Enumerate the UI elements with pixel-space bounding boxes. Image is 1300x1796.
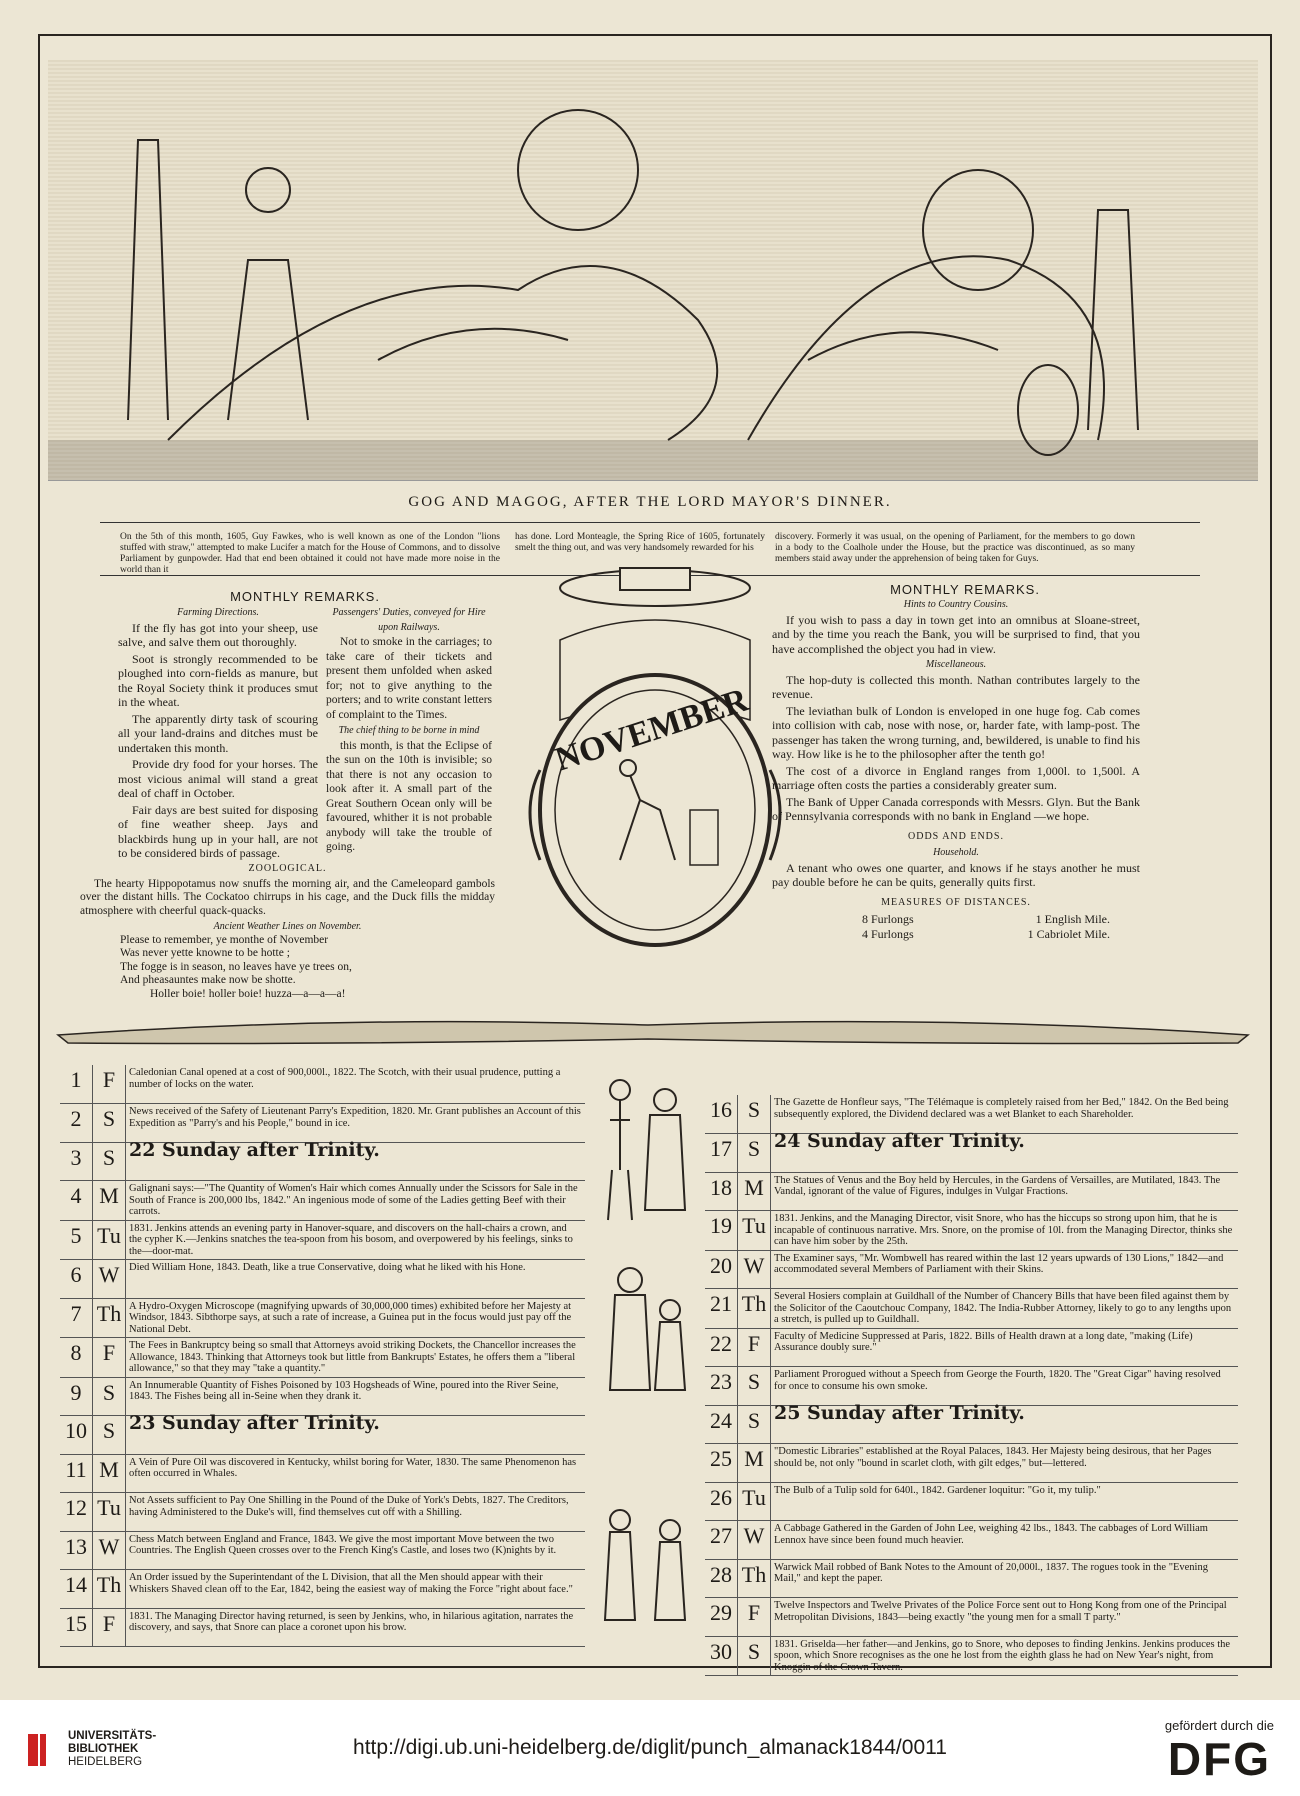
calendar-entry: Died William Hone, 1843. Death, like a true Conservative, doing what he liked with his Hone. [126, 1260, 586, 1299]
calendar-day: 14 [60, 1570, 93, 1609]
calendar-row [705, 1521, 1238, 1560]
measure-left: 8 Furlongs [862, 912, 914, 926]
calendar-row [60, 1142, 585, 1181]
calendar-entry: An Innumerable Quantity of Fishes Poisoned by 103 Hogsheads of Wine, poured into the River Seine, 1843. The Fishes being all in-Seine when they drank it. [126, 1377, 586, 1416]
calendar-entry: 23 Sunday after Trinity. [126, 1416, 586, 1455]
calendar-row [60, 1454, 585, 1493]
calendar-weekday: S [93, 1104, 126, 1143]
calendar-day: 20 [705, 1250, 738, 1289]
calendar-entry: 24 Sunday after Trinity. [771, 1134, 1239, 1173]
calendar-weekday: Th [93, 1570, 126, 1609]
misc-para: The leviathan bulk of London is enveloped in one huge fog. Cab comes into collision with cab, nose with nose, or, harder fate, with lamp-post. The passenger has taken the wrong turning, and, bewildered, is unable to find his way. How like is he to the philosopher after the tenth go! [772, 703, 1140, 761]
calendar-weekday: W [93, 1531, 126, 1570]
calendar-row [60, 1104, 585, 1143]
calendar-weekday: Th [93, 1298, 126, 1338]
misc-para: The cost of a divorce in England ranges from 1,000l. to 1,500l. A marriage often costs the parties a considerably greater sum. [772, 763, 1140, 792]
calendar-weekday: F [93, 1065, 126, 1104]
misc-para: The Bank of Upper Canada corresponds with Messrs. Glyn. But the Bank of Pennsylvania corresponds with no bank in England —we hope. [772, 794, 1140, 823]
calendar-row [60, 1220, 585, 1260]
calendar-day: 13 [60, 1531, 93, 1570]
calendar-weekday: M [93, 1454, 126, 1493]
misc-title: Miscellaneous. [925, 659, 987, 670]
calendar-weekday: S [93, 1142, 126, 1181]
weather-verse [80, 934, 495, 1002]
calendar-row [705, 1444, 1238, 1483]
calendar-entry: Faculty of Medicine Suppressed at Paris, 1822. Bills of Health drawn at a long date, "making (Life) Assurance doubly sure." [771, 1328, 1239, 1367]
calendar-row [705, 1405, 1238, 1444]
calendar-entry: Not Assets sufficient to Pay One Shilling in the Pound of the Duke of York's Debts, 1827. The Creditors, having Administered to the Duke's will, find themselves cut off with a Shilling. [126, 1493, 586, 1532]
calendar-row [705, 1172, 1238, 1211]
hints-text: If you wish to pass a day in town get into an omnibus at Sloane-street, and by the time you reach the Bank, you will be surprised to find, that you have accomplished the object you had in view. [772, 612, 1140, 656]
calendar-weekday: S [738, 1636, 771, 1676]
calendar-weekday: F [93, 1608, 126, 1647]
calendar-day: 24 [705, 1405, 738, 1444]
calendar-row [60, 1570, 585, 1609]
calendar-row [705, 1134, 1238, 1173]
verse-line: The fogge is in season, no leaves have ye trees on, [120, 960, 352, 973]
zoo-text: The hearty Hippopotamus now snuffs the morning air, and the Cameleopard gambols over the distant hills. The Cockatoo chirrups in his cage, and the Duck fills the midday atmosphere with cheerful quack-quacks. [80, 877, 495, 917]
calendar-day: 12 [60, 1493, 93, 1532]
calendar-row [60, 1493, 585, 1532]
calendar-day: 26 [705, 1482, 738, 1521]
calendar-day: 18 [705, 1172, 738, 1211]
measure-left: 4 Furlongs [862, 926, 914, 941]
calendar-row [60, 1338, 585, 1378]
calendar-row [60, 1260, 585, 1299]
misc-para: The hop-duty is collected this month. Nathan contributes largely to the revenue. [772, 672, 1140, 701]
calendar-row [60, 1608, 585, 1647]
calendar-row [705, 1289, 1238, 1329]
calendar-weekday: Th [738, 1289, 771, 1329]
measure-right: 1 Cabriolet Mile. [1027, 926, 1110, 941]
month-label: NOVEMBER [550, 681, 753, 779]
measure-row [862, 912, 1110, 927]
calendar-day: 7 [60, 1298, 93, 1338]
calendar-weekday: S [738, 1095, 771, 1134]
right-remarks-heading: MONTHLY REMARKS. [890, 582, 1040, 597]
calendar-entry: An Order issued by the Superintendant of the L Division, that all the Men should appear with their Whiskers Shaved clean off to the Ear, 1842, being the easiest way of making the Force "right about face." [126, 1570, 586, 1609]
calendar-weekday: Th [738, 1559, 771, 1598]
calendar-entry: 1831. Jenkins attends an evening party in Hanover-square, and discovers on the hall-chairs a crown, and the cypher K.—Jenkins snatches the tea-spoon from his bosom, and overpowered by his feelings, sinks to the—door-mat. [126, 1220, 586, 1260]
calendar-entry: News received of the Safety of Lieutenant Parry's Expedition, 1820. Mr. Grant publishes an Account of this Expedition as "Parry's and his People," bound in ice. [126, 1104, 586, 1143]
calendar-day: 29 [705, 1598, 738, 1637]
calendar-day: 16 [705, 1095, 738, 1134]
calendar-day: 9 [60, 1377, 93, 1416]
calendar-entry: 22 Sunday after Trinity. [126, 1142, 586, 1181]
calendar-weekday: Tu [93, 1493, 126, 1532]
calendar-day: 28 [705, 1559, 738, 1598]
farming-para: Fair days are best suited for disposing of fine weather sheep. Jays and blackbirds hung up in your hall, are not to be considered birds of passage. [118, 802, 318, 860]
calendar-entry: The Fees in Bankruptcy being so small that Attorneys avoid striking Dockets, the Chancellor increases the Allowance, 1843. Thinking that Attorneys took but little from Bankrupts' Estates, he offers them a "liberal allowance," so that they may "take a quantity." [126, 1338, 586, 1378]
calendar-row [60, 1531, 585, 1570]
calendar-row [705, 1482, 1238, 1521]
calendar-entry: 25 Sunday after Trinity. [771, 1405, 1239, 1444]
calendar-entry: The Examiner says, "Mr. Wombwell has reared within the last 12 years upwards of 130 Lions," 1842—and accommodated several Members of Parliament with their Skins. [771, 1250, 1239, 1289]
viewer-footer [0, 1700, 1300, 1796]
calendar-left [60, 1065, 585, 1647]
calendar-entry: "Domestic Libraries" established at the Royal Palaces, 1843. Her Majesty being desirous, that her Pages should be, not only "bound in scarlet cloth, with gilt edges," but—lettered. [771, 1444, 1239, 1483]
calendar-day: 6 [60, 1260, 93, 1299]
calendar-day: 30 [705, 1636, 738, 1676]
calendar-day: 25 [705, 1444, 738, 1483]
calendar-weekday: F [93, 1338, 126, 1378]
dfg-wordmark: DFG [1167, 1733, 1271, 1785]
calendar-entry: The Statues of Venus and the Boy held by Hercules, in the Gardens of Versailles, are Mutilated, 1843. The Vandal, ignorant of the value of Figures, indulges in Vulgar Fractions. [771, 1172, 1239, 1211]
calendar-weekday: M [738, 1444, 771, 1483]
verse-line: Was never yette knowne to be hotte ; [120, 947, 290, 959]
calendar-entry: Warwick Mail robbed of Bank Notes to the Amount of 20,000l., 1837. The rogues took in the "Evening Mail," and kept the paper. [771, 1559, 1239, 1598]
library-line-1: UNIVERSITÄTS- [68, 1730, 157, 1742]
calendar-entry: Caledonian Canal opened at a cost of 900,000l., 1822. The Scotch, with their usual prudence, putting a number of locks on the water. [126, 1065, 586, 1104]
ancient-title: Ancient Weather Lines on November. [213, 921, 362, 932]
divider [100, 522, 1200, 523]
calendar-entry: 1831. Jenkins, and the Managing Director, visit Snore, who has the hiccups so strong upon him, that he is incapable of continuous narrative. Mrs. Snore, on the promise of 10l. from the Managing Director, thinks she can have him sober by the 25th. [771, 1211, 1239, 1251]
left-remarks-heading: MONTHLY REMARKS. [230, 589, 380, 604]
calendar-day: 3 [60, 1142, 93, 1181]
calendar-row [60, 1377, 585, 1416]
farming-column [118, 606, 318, 863]
calendar-entry: 1831. The Managing Director having returned, is seen by Jenkins, who, in hilarious agitation, narrates the discovery, and says, that Snore can place a coronet upon his brow. [126, 1608, 586, 1647]
calendar-weekday: Tu [738, 1211, 771, 1251]
chief-text: this month, is that the Eclipse of the sun on the 10th is invisible; so that there is not any occasion to look after it. A small part of the Great Southern Ocean only will be favoured, whither it is not probable anybody will take the trouble of going. [326, 739, 492, 853]
measures-list [772, 912, 1140, 941]
calendar-row [705, 1211, 1238, 1251]
calendar-row [60, 1065, 585, 1104]
calendar-day: 23 [705, 1367, 738, 1406]
passengers-text: Not to smoke in the carriages; to take care of their tickets and present them unfolded when asked for; not to give anything to the porters; and to write constant letters of complaint to the Times. [326, 636, 492, 721]
calendar-row [705, 1095, 1238, 1134]
dfg-logo[interactable] [1165, 1718, 1274, 1785]
calendar-entry: A Cabbage Gathered in the Garden of John Lee, weighing 42 lbs., 1843. The cabbages of Lord William Lennox have since been found much heavier. [771, 1521, 1239, 1560]
calendar-entry: Galignani says:—"The Quantity of Women's Hair which comes Annually under the Scissors for Sale in the South of France is 200,000 lbs, 1842." An ingenious mode of some of the Ladies getting Beef with their carrots. [126, 1181, 586, 1221]
calendar-weekday: S [738, 1367, 771, 1406]
calendar-day: 21 [705, 1289, 738, 1329]
calendar-weekday: Tu [738, 1482, 771, 1521]
calendar-entry: Several Hosiers complain at Guildhall of the Number of Chancery Bills that have been filed against them by the Solicitor of the Caoutchouc Company, 1842. The India-Rubber Attorney, likely to go to any lengths upon a stretch, is pulled up to Guildhall. [771, 1289, 1239, 1329]
intro-col-1: On the 5th of this month, 1605, Guy Fawkes, who is well known as one of the London "lions stuffed with straw," attempted to make Lucifer a match for the House of Commons, and to dissolve Parliament by gunpowder. Had that end been obtained it could not have made more noise in the world than it [120, 532, 500, 575]
calendar-weekday: F [738, 1598, 771, 1637]
calendar-weekday: W [738, 1521, 771, 1560]
verse-line: Please to remember, ye monthe of November [120, 933, 329, 946]
calendar-row [705, 1598, 1238, 1637]
figure-body [58, 1022, 1248, 1044]
calendar-day: 22 [705, 1328, 738, 1367]
calendar-row [705, 1250, 1238, 1289]
calendar-day: 11 [60, 1454, 93, 1493]
farming-para: If the fly has got into your sheep, use salve, and salve them out thoroughly. [118, 620, 318, 649]
farming-para: Provide dry food for your horses. The most vicious animal will stand a great deal of chaff in October. [118, 757, 318, 800]
calendar-weekday: S [738, 1405, 771, 1444]
calendar-entry: Parliament Prorogued without a Speech from George the Fourth, 1820. The "Great Cigar" having resolved for once to consume his own smoke. [771, 1367, 1239, 1406]
hat-crown [620, 568, 690, 590]
funded-label: gefördert durch die [1164, 1718, 1274, 1733]
calendar-day: 2 [60, 1104, 93, 1143]
calendar-weekday: S [738, 1134, 771, 1173]
gog-magog-engraving [48, 60, 1258, 481]
calendar-row [705, 1559, 1238, 1598]
calendar-weekday: F [738, 1328, 771, 1367]
calendar-day: 27 [705, 1521, 738, 1560]
calendar-weekday: Tu [93, 1220, 126, 1260]
calendar-entry: A Vein of Pure Oil was discovered in Kentucky, whilst boring for Water, 1830. The same Phenomenon has often occurred in Whales. [126, 1454, 586, 1493]
calendar-day: 17 [705, 1134, 738, 1173]
zoo-title: ZOOLOGICAL. [248, 863, 327, 874]
calendar-weekday: W [738, 1250, 771, 1289]
right-remarks-column [772, 598, 1140, 941]
verse-line: Holler boie! holler boie! huzza—a—a—a! [150, 987, 346, 1000]
calendar-day: 15 [60, 1608, 93, 1647]
calendar-day: 8 [60, 1338, 93, 1378]
measures-title: MEASURES OF DISTANCES. [881, 896, 1031, 908]
measure-right: 1 English Mile. [1035, 912, 1110, 926]
calendar-entry: Twelve Inspectors and Twelve Privates of the Police Force sent out to Hong Kong from one of the Principal Metropolitan Divisions, 1843—being exactly "the young men for a small T party." [771, 1598, 1239, 1637]
verse-line: And pheasauntes make now be shotte. [120, 974, 296, 986]
passengers-column [326, 606, 492, 857]
farming-para: The apparently dirty task of scouring all your land-drains and ditches must be undertaken this month. [118, 711, 318, 755]
calendar-right [705, 1095, 1238, 1676]
farming-title: Farming Directions. [177, 607, 259, 618]
household-title: Household. [933, 847, 979, 858]
intro-col-3: discovery. Formerly it was usual, on the opening of Parliament, for the members to go down in a body to the Coalhole under the House, but the practice was discontinued, as so many members staid away under the apprehension of being taken for Guys. [775, 532, 1135, 564]
calendar-entry: A Hydro-Oxygen Microscope (magnifying upwards of 30,000,000 times) exhibited before her Majesty at Windsor, 1843. Sibthorpe says, at such a rate of increase, a Guinea put in the focus would just pay off the National Debt. [126, 1298, 586, 1338]
intro-col-2: has done. Lord Monteagle, the Spring Rice of 1605, fortunately smelt the thing out, and was very handsomely rewarded for his [515, 532, 765, 553]
calendar-row [60, 1181, 585, 1221]
farming-para: Soot is strongly recommended to be ploughed into corn-fields as manure, but the Royal Society think it produces smut in the wheat. [118, 651, 318, 709]
calendar-day: 19 [705, 1211, 738, 1251]
calendar-day: 10 [60, 1416, 93, 1455]
calendar-entry: 1831. Griselda—her father—and Jenkins, go to Snore, who deposes to finding Jenkins. Jenkins produces the spoon, which Snore recognises as the one he lost from the eighth glass he had on New Year's night, from Knoggin of the Crown Tavern. [771, 1636, 1239, 1676]
odds-title: ODDS AND ENDS. [908, 830, 1004, 842]
calendar-illustrations [590, 1060, 700, 1670]
hints-title: Hints to Country Cousins. [903, 599, 1009, 610]
library-line-2: BIBLIOTHEK [68, 1743, 139, 1755]
calendar-weekday: S [93, 1377, 126, 1416]
calendar-row [705, 1367, 1238, 1406]
source-url-link[interactable]: http://digi.ub.uni-heidelberg.de/diglit/punch_almanack1844/0011 [353, 1736, 947, 1759]
calendar-row [705, 1636, 1238, 1676]
calendar-row [60, 1416, 585, 1455]
calendar-weekday: M [93, 1181, 126, 1221]
calendar-day: 5 [60, 1220, 93, 1260]
calendar-weekday: M [738, 1172, 771, 1211]
library-line-3: HEIDELBERG [68, 1756, 143, 1768]
november-medallion [500, 560, 810, 1000]
reclining-figure [48, 1005, 1258, 1055]
household-text: A tenant who owes one quarter, and knows if he stays another he must pay double before he can be quits, generally quits first. [772, 860, 1140, 889]
measure-row [862, 927, 1110, 942]
calendar-row [60, 1298, 585, 1338]
calendar-entry: Chess Match between England and France, 1843. We give the most important Move between the two Countries. The English Queen crosses over to the French King's Castle, and loses two (K)nights by it. [126, 1531, 586, 1570]
calendar-weekday: S [93, 1416, 126, 1455]
calendar-weekday: W [93, 1260, 126, 1299]
chief-title: The chief thing to be borne in mind [338, 725, 480, 736]
calendar-entry: The Bulb of a Tulip sold for 640l., 1842. Gardener loquitur: "Go it, my tulip." [771, 1482, 1239, 1521]
calendar-day: 4 [60, 1181, 93, 1221]
calendar-day: 1 [60, 1065, 93, 1104]
passengers-title: Passengers' Duties, conveyed for Hire upon Railways. [332, 607, 486, 633]
zoological-section [80, 860, 495, 1001]
calendar-row [705, 1328, 1238, 1367]
calendar-entry: The Gazette de Honfleur says, "The Télémaque is completely raised from her Bed," 1842. On the Bed being subsequently explored, the Dividend declared was a wet Blanket to each Shareholder. [771, 1095, 1239, 1134]
engraving-caption: GOG AND MAGOG, AFTER THE LORD MAYOR'S DINNER. [408, 494, 892, 510]
